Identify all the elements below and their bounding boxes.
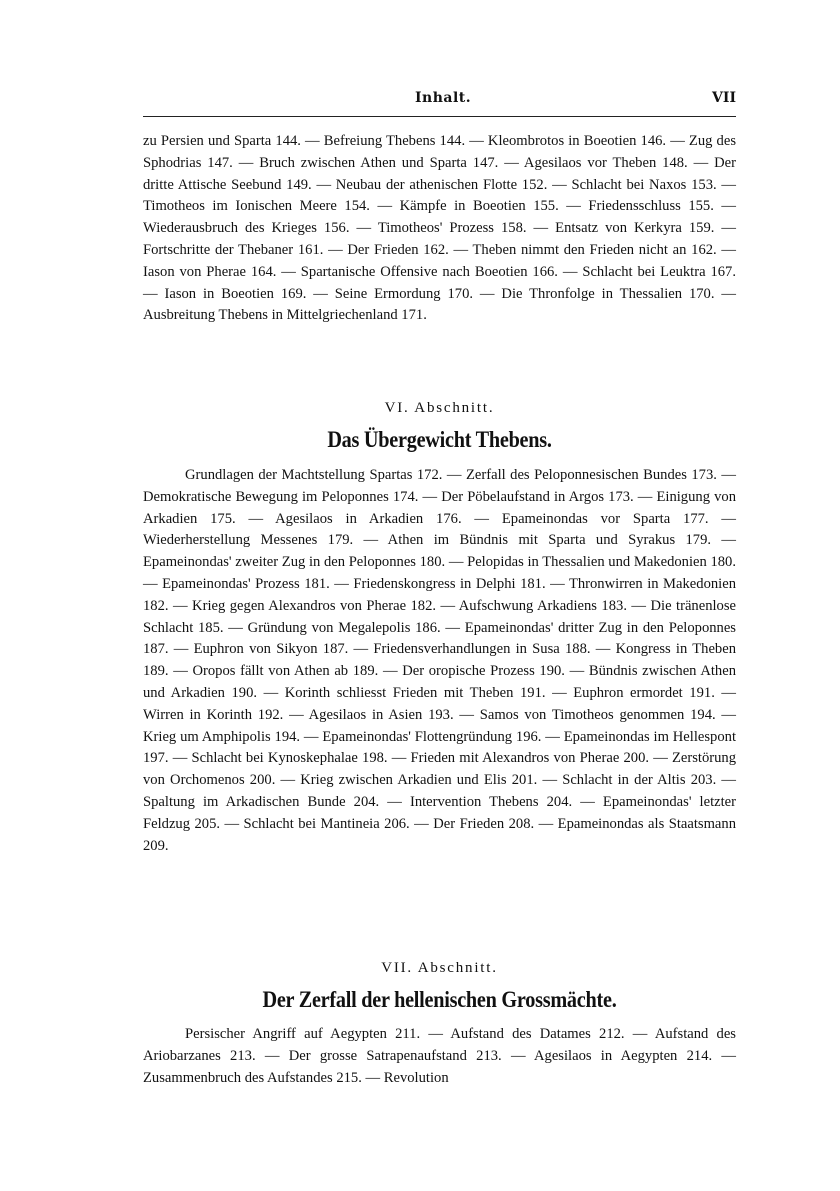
header-rule [143,116,736,117]
section-vi-paragraph: Grundlagen der Machtstellung Spartas 172. — Zerfall des Peloponnesischen Bundes 173. — Demokratische Bewegung im Peloponnes 174. — Der Pöbelaufstand in Argos 173. — Einigung von Arkadien 175. — Agesilaos in Arkadien 176. — Epameinondas vor Sparta 177. — Wiederherstellung Messenes 179. — Athen im Bündnis mit Sparta und Syrakus 179. — Epameinondas' zweiter Zug in den Peloponnes 180. — Pelopidas in Thessalien und Makedonien 180. — Epameinondas' Prozess 181. — Friedenskongress in Delphi 181. — Thronwirren in Makedonien 182. — Krieg gegen Alexandros von Pherae 182. — Aufschwung Arkadiens 183. — Die tränenlose Schlacht 185. — Gründung von Megalepolis 186. — Epameinondas' dritter Zug in den Peloponnes 187. — Euphron von Sikyon 187. — Friedensverhandlungen in Susa 188. — Kongress in Theben 189. — Oropos fällt von Athen ab 189. — Der oropische Prozess 190. — Bündnis zwischen Athen und Arkadien 190. — Korinth schliesst Frieden mit Theben 191. — Euphron ermordet 191. — Wirren in Korinth 192. — Agesilaos in Asien 193. — Samos von Timotheos genommen 194. — Krieg um Amphipolis 194. — Epameinondas' Flottengründung 196. — Epameinondas im Hellespont 197. — Schlacht bei Kynoskephalae 198. — Frieden mit Alexandros von Pherae 200. — Zerstörung von Orchomenos 200. — Krieg zwischen Arkadien und Elis 201. — Schlacht in der Altis 203. — Spaltung im Arkadischen Bunde 204. — Intervention Thebens 204. — Epameinondas' letzter Feldzug 205. — Schlacht bei Mantineia 206. — Der Frieden 208. — Epameinondas als Staatsmann 209. [143,467,736,854]
book-page [143,0,736,1191]
running-head-title: Inhalt. [415,90,472,106]
section-vi-title: Das Übergewicht Thebens. [327,427,552,452]
section-vii-paragraph: Persischer Angriff auf Aegypten 211. — Aufstand des Datames 212. — Aufstand des Ariobarzanes 213. — Der grosse Satrapenaufstand 213. — Agesilaos in Aegypten 214. — Zusammenbruch des Aufstandes 215. — Revolution [143,1026,736,1086]
running-head [143,90,736,112]
section-vi-label: VI. Abschnitt. [384,400,495,416]
section-vii-label: VII. Abschnitt. [381,960,498,976]
continuation-paragraph: zu Persien und Sparta 144. — Befreiung Thebens 144. — Kleombrotos in Boeotien 146. — Zug des Sphodrias 147. — Bruch zwischen Athen und Sparta 147. — Agesilaos vor Theben 148. — Der dritte Attische Seebund 149. — Neubau der athenischen Flotte 152. — Schlacht bei Naxos 153. — Timotheos im Ionischen Meere 154. — Kämpfe in Boeotien 155. — Friedensschluss 155. — Wiederausbruch des Krieges 156. — Timotheos' Prozess 158. — Entsatz von Kerkyra 159. — Fortschritte der Thebaner 161. — Der Frieden 162. — Theben nimmt den Frieden nicht an 162. — Iason von Pherae 164. — Spartanische Offensive nach Boeotien 166. — Schlacht bei Leuktra 167. — Iason in Boeotien 169. — Seine Ermordung 170. — Die Thronfolge in Thessalien 170. — Ausbreitung Thebens in Mittelgriechenland 171. [143,133,736,324]
page-number: VII [712,90,736,106]
section-vii-title: Der Zerfall der hellenischen Grossmächte. [262,987,617,1012]
